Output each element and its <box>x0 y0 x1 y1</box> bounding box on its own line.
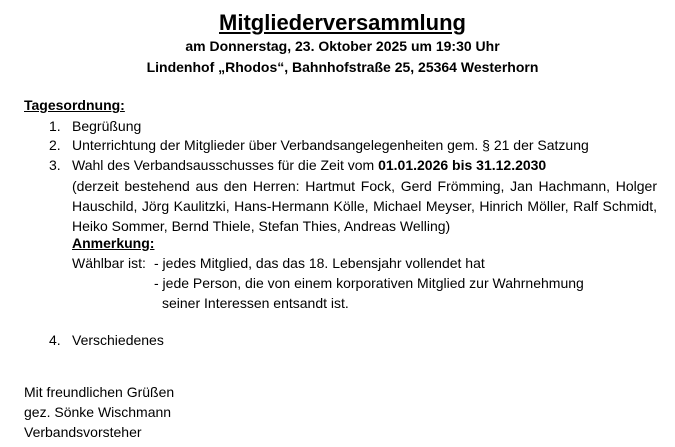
agenda-item-1-text: Begrüßung <box>72 118 142 134</box>
agenda-item-3-prefix: Wahl des Verbandsausschusses für die Zeit vom <box>72 157 379 173</box>
agenda-item-3-number: 3. <box>49 157 61 173</box>
agenda-heading: Tagesordnung: <box>24 97 125 113</box>
note-heading: Anmerkung: <box>72 235 155 251</box>
agenda-item-2-number: 2. <box>49 137 61 153</box>
closing-greeting: Mit freundlichen Grüßen <box>24 384 175 400</box>
closing-signature: gez. Sönke Wischmann <box>24 404 172 420</box>
agenda-item-4-text: Verschiedenes <box>72 332 164 348</box>
agenda-item-3-period: 01.01.2026 bis 31.12.2030 <box>378 157 547 173</box>
eligible-label: Wählbar ist: <box>72 255 146 271</box>
meeting-venue: Lindenhof „Rhodos“, Bahnhofstraße 25, 25364 Westerhorn <box>146 59 539 75</box>
agenda-item-3-text <box>72 157 546 173</box>
meeting-date: am Donnerstag, 23. Oktober 2025 um 19:30 Uhr <box>185 38 500 54</box>
agenda-item-3-detail: (derzeit bestehend aus den Herren: Hartmut Fock, Gerd Frömming, Jan Hachmann, Holger Hauschild, Jörg Kaulitzki, Hans-Hermann Kölle, Michael Meyser, Hinrich Möller, Ralf Schmidt, Heiko Sommer, Bernd Thiele, Stefan Thies, Andreas Welling) <box>72 178 657 234</box>
eligible-bullet-2-line-2: seiner Interessen entsandt ist. <box>162 295 349 311</box>
agenda-item-2-text: Unterrichtung der Mitglieder über Verbandsangelegenheiten gem. § 21 der Satzung <box>72 137 589 153</box>
agenda-item-4-number: 4. <box>49 332 61 348</box>
closing-role: Verbandsvorsteher <box>24 424 142 440</box>
eligible-bullet-2-line-1: - jede Person, die von einem korporativen Mitglied zur Wahrnehmung <box>154 275 584 291</box>
eligible-bullet-1: - jedes Mitglied, das das 18. Lebensjahr vollendet hat <box>154 255 485 271</box>
document-title: Mitgliederversammlung <box>219 10 466 35</box>
agenda-item-1-number: 1. <box>49 118 61 134</box>
